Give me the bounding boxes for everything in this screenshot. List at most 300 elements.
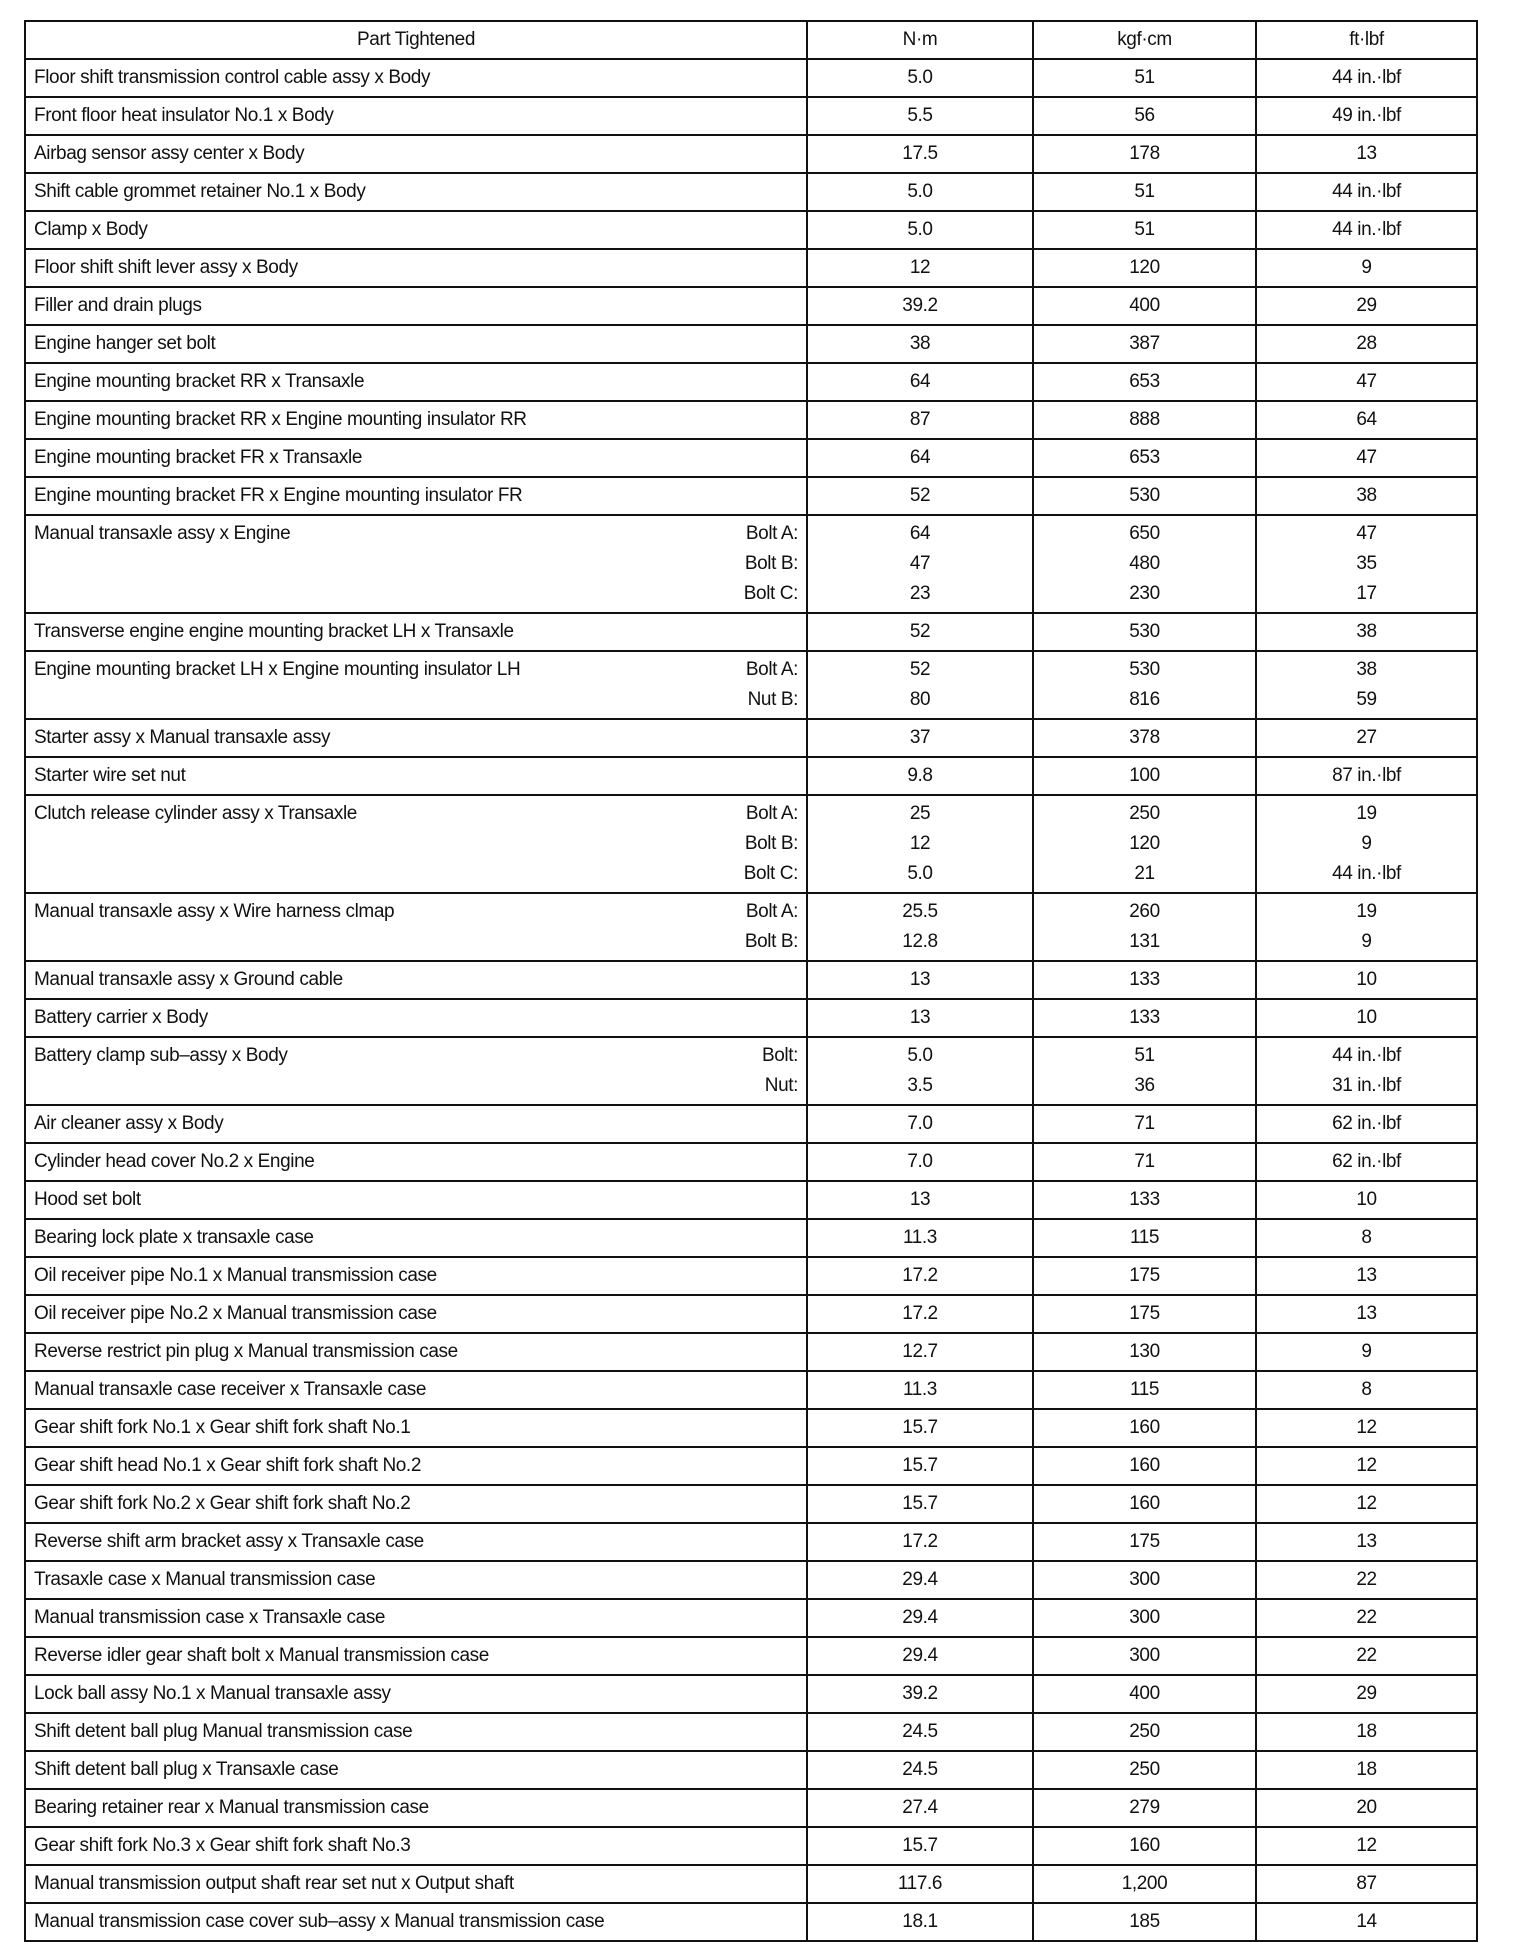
nm-value: 17.2	[902, 1265, 938, 1286]
table-row	[25, 1105, 1477, 1143]
part-name: Gear shift fork No.3 x Gear shift fork shaft No.3	[34, 1835, 411, 1856]
ft-lbf-value-cell	[1256, 1447, 1477, 1485]
table-row	[25, 999, 1477, 1037]
nm-value: 12.7	[902, 1341, 938, 1362]
nm-value-cell	[807, 613, 1033, 651]
nm-value: 11.3	[903, 1379, 937, 1400]
ft-lbf-value: 62 in.·lbf	[1332, 1113, 1401, 1134]
nm-value-cell	[807, 401, 1033, 439]
kgf-cm-value: 300	[1129, 1645, 1160, 1666]
table-row	[25, 1219, 1477, 1257]
ft-lbf-value: 44 in.·lbf	[1332, 863, 1401, 884]
part-cell	[25, 613, 807, 651]
table-row	[25, 961, 1477, 999]
table-row	[25, 1675, 1477, 1713]
kgf-cm-value-cell	[1033, 719, 1256, 757]
nm-value: 17.2	[902, 1303, 938, 1324]
nm-value: 29.4	[902, 1569, 938, 1590]
ft-lbf-value-cell	[1256, 1637, 1477, 1675]
nm-value: 5.0	[907, 67, 933, 88]
nm-value: 18.1	[902, 1911, 938, 1932]
fastener-label: Bolt A:	[745, 901, 798, 922]
ft-lbf-value: 9	[1361, 257, 1372, 278]
table-body	[25, 59, 1477, 1941]
kgf-cm-value: 71	[1134, 1151, 1155, 1172]
kgf-cm-value-cell	[1033, 59, 1256, 97]
nm-value-cell	[807, 1037, 1033, 1105]
part-cell	[25, 1865, 807, 1903]
nm-value: 117.6	[897, 1873, 943, 1894]
ft-lbf-value: 18	[1356, 1721, 1377, 1742]
nm-value: 17.5	[902, 143, 938, 164]
table-row	[25, 1333, 1477, 1371]
part-name: Clutch release cylinder assy x Transaxle	[34, 803, 357, 824]
kgf-cm-value: 300	[1129, 1607, 1160, 1628]
ft-lbf-value-cell	[1256, 1257, 1477, 1295]
nm-value-cell	[807, 1105, 1033, 1143]
table-row	[25, 59, 1477, 97]
part-cell	[25, 999, 807, 1037]
header-row	[25, 21, 1477, 59]
kgf-cm-value-cell	[1033, 1447, 1256, 1485]
nm-value: 27.4	[902, 1797, 938, 1818]
ft-lbf-value-cell	[1256, 613, 1477, 651]
part-cell	[25, 135, 807, 173]
kgf-cm-value: 51	[1134, 1045, 1155, 1066]
part-name: Reverse shift arm bracket assy x Transaxle case	[34, 1531, 424, 1552]
fastener-label: Bolt A:	[745, 803, 798, 824]
table-row	[25, 1561, 1477, 1599]
ft-lbf-value: 28	[1356, 333, 1377, 354]
kgf-cm-value: 120	[1129, 257, 1160, 278]
part-cell	[25, 1181, 807, 1219]
nm-value-cell	[807, 477, 1033, 515]
part-cell	[25, 401, 807, 439]
ft-lbf-value: 44 in.·lbf	[1332, 181, 1401, 202]
kgf-cm-value-cell	[1033, 613, 1256, 651]
kgf-cm-value: 250	[1129, 803, 1160, 824]
part-name: Oil receiver pipe No.2 x Manual transmission case	[34, 1303, 437, 1324]
nm-value-cell	[807, 651, 1033, 719]
nm-value: 64	[909, 523, 931, 544]
kgf-cm-value-cell	[1033, 1903, 1256, 1941]
ft-lbf-value-cell	[1256, 1675, 1477, 1713]
ft-lbf-value-cell	[1256, 1827, 1477, 1865]
kgf-cm-value: 71	[1134, 1113, 1155, 1134]
kgf-cm-value: 130	[1129, 1341, 1160, 1362]
part-name: Floor shift transmission control cable assy x Body	[34, 67, 431, 88]
kgf-cm-value-cell	[1033, 1561, 1256, 1599]
ft-lbf-value: 44 in.·lbf	[1332, 219, 1401, 240]
nm-value: 25.5	[902, 901, 938, 922]
kgf-cm-value: 300	[1129, 1569, 1160, 1590]
ft-lbf-value-cell	[1256, 893, 1477, 961]
kgf-cm-value: 260	[1129, 901, 1160, 922]
nm-value-cell	[807, 363, 1033, 401]
part-name: Transverse engine engine mounting bracket LH x Transaxle	[34, 621, 514, 642]
part-cell	[25, 287, 807, 325]
nm-value: 24.5	[902, 1721, 938, 1742]
kgf-cm-value: 530	[1129, 659, 1160, 680]
ft-lbf-value: 13	[1356, 1265, 1377, 1286]
ft-lbf-value: 38	[1356, 485, 1377, 506]
part-cell	[25, 1599, 807, 1637]
kgf-cm-value: 51	[1134, 181, 1155, 202]
kgf-cm-value-cell	[1033, 325, 1256, 363]
nm-value-cell	[807, 97, 1033, 135]
nm-value: 15.7	[902, 1493, 938, 1514]
ft-lbf-value-cell	[1256, 1865, 1477, 1903]
ft-lbf-value-cell	[1256, 1105, 1477, 1143]
table-row	[25, 1865, 1477, 1903]
ft-lbf-value-cell	[1256, 961, 1477, 999]
kgf-cm-value: 175	[1129, 1303, 1160, 1324]
nm-value-cell	[807, 249, 1033, 287]
part-name: Manual transaxle assy x Engine	[34, 523, 291, 544]
kgf-cm-value: 160	[1129, 1493, 1160, 1514]
nm-value-cell	[807, 1713, 1033, 1751]
part-name: Shift detent ball plug x Transaxle case	[34, 1759, 339, 1780]
part-name: Airbag sensor assy center x Body	[34, 143, 305, 164]
part-cell	[25, 1257, 807, 1295]
kgf-cm-value-cell	[1033, 1789, 1256, 1827]
kgf-cm-value-cell	[1033, 1827, 1256, 1865]
nm-value-cell	[807, 1637, 1033, 1675]
part-name: Clamp x Body	[34, 219, 148, 240]
part-cell	[25, 1903, 807, 1941]
nm-value-cell	[807, 1219, 1033, 1257]
kgf-cm-value-cell	[1033, 893, 1256, 961]
fastener-label: Nut:	[764, 1075, 798, 1096]
kgf-cm-value-cell	[1033, 1523, 1256, 1561]
kgf-cm-value-cell	[1033, 1409, 1256, 1447]
part-name: Gear shift fork No.1 x Gear shift fork shaft No.1	[34, 1417, 411, 1438]
table-row	[25, 287, 1477, 325]
nm-value: 52	[909, 485, 931, 506]
part-name: Manual transmission case x Transaxle case	[34, 1607, 386, 1628]
kgf-cm-value: 653	[1129, 447, 1160, 468]
kgf-cm-value: 480	[1129, 553, 1160, 574]
part-name: Starter assy x Manual transaxle assy	[34, 727, 331, 748]
kgf-cm-value: 400	[1129, 295, 1160, 316]
nm-value: 17.2	[902, 1531, 938, 1552]
kgf-cm-value: 36	[1134, 1075, 1155, 1096]
table-row	[25, 757, 1477, 795]
kgf-cm-value: 115	[1129, 1379, 1160, 1400]
part-name: Manual transmission output shaft rear set nut x Output shaft	[34, 1873, 514, 1894]
kgf-cm-value-cell	[1033, 1637, 1256, 1675]
ft-lbf-value: 10	[1356, 969, 1377, 990]
ft-lbf-value-cell	[1256, 757, 1477, 795]
fastener-label: Nut B:	[747, 689, 798, 710]
nm-value: 7.0	[907, 1113, 933, 1134]
nm-value: 12	[909, 257, 931, 278]
nm-value: 5.5	[907, 105, 933, 126]
table-row	[25, 363, 1477, 401]
nm-value: 5.0	[907, 181, 933, 202]
part-cell	[25, 1409, 807, 1447]
kgf-cm-value: 250	[1129, 1759, 1160, 1780]
ft-lbf-value: 22	[1356, 1645, 1377, 1666]
ft-lbf-value-cell	[1256, 97, 1477, 135]
ft-lbf-value: 35	[1356, 553, 1377, 574]
part-name: Engine mounting bracket RR x Transaxle	[34, 371, 365, 392]
kgf-cm-value-cell	[1033, 1485, 1256, 1523]
kgf-cm-value-cell	[1033, 363, 1256, 401]
ft-lbf-value: 29	[1356, 1683, 1377, 1704]
kgf-cm-value-cell	[1033, 999, 1256, 1037]
table-row	[25, 1751, 1477, 1789]
kgf-cm-value-cell	[1033, 287, 1256, 325]
ft-lbf-value: 62 in.·lbf	[1332, 1151, 1401, 1172]
nm-value-cell	[807, 1143, 1033, 1181]
kgf-cm-value: 160	[1129, 1455, 1160, 1476]
nm-value: 9.8	[907, 765, 933, 786]
fastener-labels	[744, 799, 798, 889]
kgf-cm-value-cell	[1033, 515, 1256, 613]
nm-value-cell	[807, 1523, 1033, 1561]
table-row	[25, 1037, 1477, 1105]
part-name: Front floor heat insulator No.1 x Body	[34, 105, 334, 126]
nm-value: 64	[909, 371, 931, 392]
ft-lbf-value: 12	[1356, 1455, 1377, 1476]
ft-lbf-value: 38	[1356, 659, 1377, 680]
part-cell	[25, 477, 807, 515]
nm-value-cell	[807, 1485, 1033, 1523]
table-row	[25, 1295, 1477, 1333]
torque-spec-table	[24, 20, 1478, 1942]
part-cell	[25, 439, 807, 477]
nm-value: 5.0	[907, 1045, 933, 1066]
ft-lbf-value-cell	[1256, 1485, 1477, 1523]
part-name: Engine hanger set bolt	[34, 333, 216, 354]
ft-lbf-value: 87	[1356, 1873, 1377, 1894]
kgf-cm-value-cell	[1033, 401, 1256, 439]
part-name: Reverse idler gear shaft bolt x Manual transmission case	[34, 1645, 489, 1666]
nm-value: 64	[909, 447, 931, 468]
ft-lbf-value-cell	[1256, 325, 1477, 363]
table-row	[25, 795, 1477, 893]
table-row	[25, 97, 1477, 135]
kgf-cm-value: 185	[1129, 1911, 1160, 1932]
ft-lbf-value-cell	[1256, 1409, 1477, 1447]
ft-lbf-value: 22	[1356, 1607, 1377, 1628]
ft-lbf-value-cell	[1256, 135, 1477, 173]
kgf-cm-value: 51	[1134, 67, 1155, 88]
ft-lbf-value: 19	[1356, 901, 1377, 922]
part-cell	[25, 651, 807, 719]
kgf-cm-value-cell	[1033, 1219, 1256, 1257]
ft-lbf-value: 9	[1361, 833, 1372, 854]
ft-lbf-value: 22	[1356, 1569, 1377, 1590]
table-row	[25, 1637, 1477, 1675]
nm-value: 12	[909, 833, 931, 854]
nm-value: 87	[909, 409, 931, 430]
ft-lbf-value-cell	[1256, 363, 1477, 401]
table-row	[25, 173, 1477, 211]
ft-lbf-value: 12	[1356, 1493, 1377, 1514]
ft-lbf-value: 27	[1356, 727, 1377, 748]
kgf-cm-value: 160	[1129, 1835, 1160, 1856]
kgf-cm-value: 131	[1129, 931, 1160, 952]
part-cell	[25, 1105, 807, 1143]
ft-lbf-value-cell	[1256, 795, 1477, 893]
kgf-cm-value: 250	[1129, 1721, 1160, 1742]
part-name: Oil receiver pipe No.1 x Manual transmission case	[34, 1265, 437, 1286]
ft-lbf-value: 47	[1356, 447, 1377, 468]
table-row	[25, 1143, 1477, 1181]
part-cell	[25, 97, 807, 135]
nm-value: 80	[909, 689, 931, 710]
part-cell	[25, 211, 807, 249]
kgf-cm-value-cell	[1033, 1713, 1256, 1751]
ft-lbf-value: 64	[1356, 409, 1377, 430]
kgf-cm-value-cell	[1033, 249, 1256, 287]
part-cell	[25, 1447, 807, 1485]
nm-value-cell	[807, 439, 1033, 477]
nm-value-cell	[807, 135, 1033, 173]
kgf-cm-value-cell	[1033, 1751, 1256, 1789]
table-row	[25, 651, 1477, 719]
ft-lbf-value: 87 in.·lbf	[1332, 765, 1401, 786]
part-name: Trasaxle case x Manual transmission case	[34, 1569, 376, 1590]
fastener-labels	[744, 519, 798, 609]
part-name: Engine mounting bracket RR x Engine mounting insulator RR	[34, 409, 527, 430]
part-name: Cylinder head cover No.2 x Engine	[34, 1151, 315, 1172]
kgf-cm-value-cell	[1033, 97, 1256, 135]
table-row	[25, 1485, 1477, 1523]
nm-value: 37	[909, 727, 931, 748]
table-row	[25, 1409, 1477, 1447]
fastener-label: Bolt:	[761, 1045, 798, 1066]
nm-value-cell	[807, 719, 1033, 757]
kgf-cm-value: 1,200	[1121, 1873, 1168, 1894]
nm-value: 15.7	[902, 1455, 938, 1476]
nm-value: 39.2	[902, 295, 938, 316]
header-part-tightened: Part Tightened	[25, 21, 807, 59]
ft-lbf-value-cell	[1256, 1143, 1477, 1181]
nm-value-cell	[807, 287, 1033, 325]
part-cell	[25, 1675, 807, 1713]
part-cell	[25, 1143, 807, 1181]
ft-lbf-value: 9	[1361, 1341, 1372, 1362]
nm-value-cell	[807, 325, 1033, 363]
kgf-cm-value-cell	[1033, 1333, 1256, 1371]
nm-value-cell	[807, 1827, 1033, 1865]
table-row	[25, 893, 1477, 961]
ft-lbf-value: 13	[1356, 1531, 1377, 1552]
part-cell	[25, 961, 807, 999]
fastener-label: Bolt B:	[744, 931, 798, 952]
ft-lbf-value-cell	[1256, 999, 1477, 1037]
kgf-cm-value-cell	[1033, 795, 1256, 893]
kgf-cm-value: 175	[1129, 1531, 1160, 1552]
part-cell	[25, 59, 807, 97]
nm-value: 29.4	[902, 1607, 938, 1628]
kgf-cm-value-cell	[1033, 651, 1256, 719]
ft-lbf-value-cell	[1256, 1789, 1477, 1827]
ft-lbf-value-cell	[1256, 1219, 1477, 1257]
kgf-cm-value: 133	[1129, 969, 1160, 990]
part-cell	[25, 1751, 807, 1789]
kgf-cm-value: 115	[1129, 1227, 1160, 1248]
kgf-cm-value-cell	[1033, 1675, 1256, 1713]
table-row	[25, 1523, 1477, 1561]
part-cell	[25, 1371, 807, 1409]
nm-value-cell	[807, 757, 1033, 795]
ft-lbf-value: 9	[1361, 931, 1372, 952]
nm-value-cell	[807, 1751, 1033, 1789]
ft-lbf-value: 38	[1356, 621, 1377, 642]
kgf-cm-value-cell	[1033, 135, 1256, 173]
kgf-cm-value: 133	[1129, 1189, 1160, 1210]
nm-value: 52	[909, 621, 931, 642]
kgf-cm-value-cell	[1033, 757, 1256, 795]
kgf-cm-value: 888	[1129, 409, 1160, 430]
table-row	[25, 1599, 1477, 1637]
nm-value-cell	[807, 1257, 1033, 1295]
part-cell	[25, 325, 807, 363]
fastener-label: Bolt C:	[743, 583, 798, 604]
fastener-label: Bolt C:	[743, 863, 798, 884]
kgf-cm-value: 51	[1134, 219, 1155, 240]
part-name: Engine mounting bracket FR x Engine mounting insulator FR	[34, 485, 523, 506]
part-cell	[25, 1789, 807, 1827]
fastener-labels	[762, 1041, 798, 1101]
fastener-labels	[745, 897, 798, 957]
part-name: Starter wire set nut	[34, 765, 186, 786]
nm-value: 12.8	[902, 931, 938, 952]
part-name: Battery carrier x Body	[34, 1007, 208, 1028]
nm-value: 39.2	[902, 1683, 938, 1704]
part-name: Manual transmission case cover sub–assy x Manual transmission case	[34, 1911, 605, 1932]
part-name: Lock ball assy No.1 x Manual transaxle assy	[34, 1683, 391, 1704]
part-name: Shift cable grommet retainer No.1 x Body	[34, 181, 366, 202]
ft-lbf-value-cell	[1256, 1523, 1477, 1561]
ft-lbf-value: 44 in.·lbf	[1332, 67, 1401, 88]
part-cell	[25, 795, 807, 893]
nm-value-cell	[807, 59, 1033, 97]
ft-lbf-value-cell	[1256, 719, 1477, 757]
part-cell	[25, 1523, 807, 1561]
kgf-cm-value: 120	[1129, 833, 1160, 854]
ft-lbf-value-cell	[1256, 477, 1477, 515]
ft-lbf-value: 49 in.·lbf	[1332, 105, 1401, 126]
nm-value-cell	[807, 1561, 1033, 1599]
kgf-cm-value-cell	[1033, 1037, 1256, 1105]
table-row	[25, 1713, 1477, 1751]
ft-lbf-value: 14	[1356, 1911, 1377, 1932]
nm-value: 29.4	[902, 1645, 938, 1666]
part-name: Shift detent ball plug Manual transmission case	[34, 1721, 413, 1742]
nm-value: 13	[909, 969, 931, 990]
nm-value: 25	[909, 803, 931, 824]
table-row	[25, 613, 1477, 651]
part-name: Manual transaxle case receiver x Transaxle case	[34, 1379, 427, 1400]
nm-value: 11.3	[903, 1227, 937, 1248]
kgf-cm-value: 178	[1129, 143, 1160, 164]
ft-lbf-value-cell	[1256, 1295, 1477, 1333]
kgf-cm-value: 230	[1129, 583, 1160, 604]
part-name: Manual transaxle assy x Ground cable	[34, 969, 343, 990]
nm-value-cell	[807, 795, 1033, 893]
part-cell	[25, 757, 807, 795]
fastener-label: Bolt B:	[744, 833, 798, 854]
ft-lbf-value: 13	[1356, 143, 1377, 164]
nm-value: 7.0	[907, 1151, 933, 1172]
table-row	[25, 1789, 1477, 1827]
ft-lbf-value-cell	[1256, 1903, 1477, 1941]
